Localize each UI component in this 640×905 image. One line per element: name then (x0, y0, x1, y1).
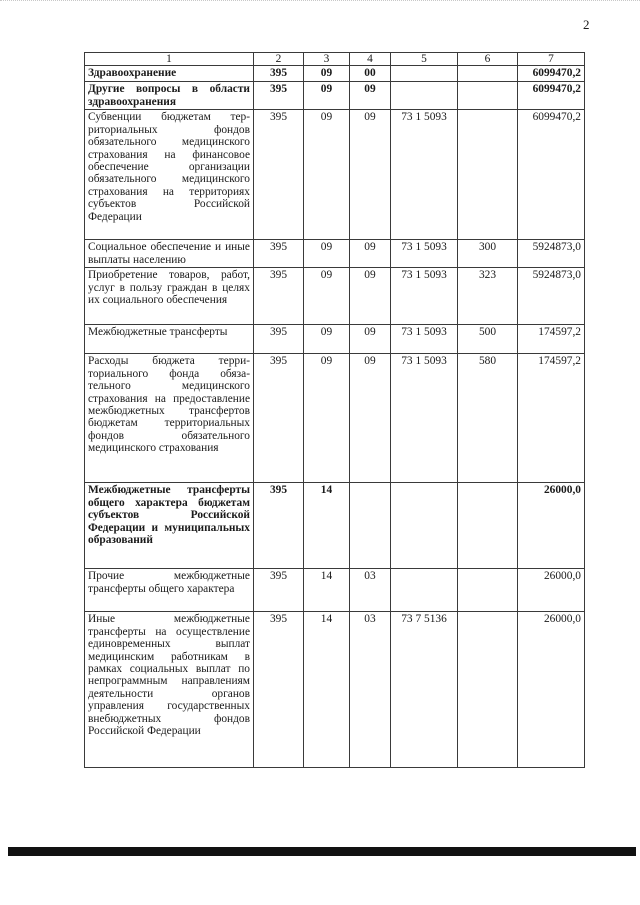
row-name: Межбюджетные трансферты общего характера бюджетам субъектов Российской Федерации и муниципальных образований (85, 483, 254, 569)
cell-section: 09 (304, 268, 350, 325)
cell-subsection: 03 (350, 612, 391, 768)
cell-target-article: 73 1 5093 (391, 354, 458, 483)
cell-expense-type (458, 110, 518, 240)
row-name: Прочие межбюджетные трансферты общего характера (85, 569, 254, 612)
cell-expense-type: 500 (458, 325, 518, 354)
cell-expense-type (458, 569, 518, 612)
cell-expense-type (458, 82, 518, 110)
cell-section: 14 (304, 569, 350, 612)
row-name: Здравоохранение (85, 66, 254, 82)
cell-admin-code: 395 (254, 325, 304, 354)
cell-expense-type (458, 612, 518, 768)
table-row (85, 110, 585, 240)
cell-section: 09 (304, 66, 350, 82)
cell-subsection: 00 (350, 66, 391, 82)
cell-expense-type (458, 66, 518, 82)
cell-admin-code: 395 (254, 569, 304, 612)
cell-section: 09 (304, 82, 350, 110)
cell-section: 14 (304, 483, 350, 569)
row-name: Социальное обеспечение и иные выплаты населению (85, 240, 254, 268)
row-name: Иные межбюджетные трансферты на осуществление единовременных выплат медицинским работникам в рамках социальных выплат по непрограммным направлениям деятельности органов управления государственных внебюджетных фондов Российской Федерации (85, 612, 254, 768)
row-name: Субвенции бюджетам территориальных фондов обязательного медицинского страхования на финансовое обеспечение организации обязательного медицинского страхования на территориях субъектов Российской Федерации (85, 110, 254, 240)
column-header: 7 (518, 53, 585, 66)
column-header: 3 (304, 53, 350, 66)
cell-target-article (391, 569, 458, 612)
cell-expense-type: 323 (458, 268, 518, 325)
cell-admin-code: 395 (254, 612, 304, 768)
column-header: 6 (458, 53, 518, 66)
table-row (85, 325, 585, 354)
cell-target-article: 73 1 5093 (391, 110, 458, 240)
scan-bottom-bar (8, 847, 636, 856)
table-header-row (85, 53, 585, 66)
cell-section: 09 (304, 325, 350, 354)
page-number: 2 (583, 17, 590, 32)
cell-subsection: 09 (350, 240, 391, 268)
table-row (85, 82, 585, 110)
row-name: Приобретение товаров, работ, услуг в пользу граждан в целях их социального обеспечения (85, 268, 254, 325)
table-row (85, 483, 585, 569)
cell-section: 14 (304, 612, 350, 768)
table-row (85, 354, 585, 483)
cell-target-article: 73 7 5136 (391, 612, 458, 768)
table-row (85, 66, 585, 82)
cell-amount: 26000,0 (518, 612, 585, 768)
cell-amount: 174597,2 (518, 354, 585, 483)
cell-target-article (391, 82, 458, 110)
cell-subsection: 03 (350, 569, 391, 612)
scan-edge-artifact (0, 0, 640, 5)
cell-admin-code: 395 (254, 268, 304, 325)
cell-subsection: 09 (350, 268, 391, 325)
cell-admin-code: 395 (254, 483, 304, 569)
table-row (85, 612, 585, 768)
cell-section: 09 (304, 110, 350, 240)
cell-amount: 5924873,0 (518, 240, 585, 268)
cell-amount: 26000,0 (518, 569, 585, 612)
cell-amount: 6099470,2 (518, 82, 585, 110)
cell-section: 09 (304, 240, 350, 268)
cell-subsection (350, 483, 391, 569)
cell-admin-code: 395 (254, 240, 304, 268)
column-header: 5 (391, 53, 458, 66)
cell-target-article: 73 1 5093 (391, 240, 458, 268)
cell-section: 09 (304, 354, 350, 483)
cell-admin-code: 395 (254, 354, 304, 483)
cell-subsection: 09 (350, 325, 391, 354)
cell-expense-type: 580 (458, 354, 518, 483)
budget-table (84, 52, 585, 768)
cell-amount: 26000,0 (518, 483, 585, 569)
cell-admin-code: 395 (254, 82, 304, 110)
column-header: 1 (85, 53, 254, 66)
row-name: Межбюджетные трансферты (85, 325, 254, 354)
row-name: Расходы бюджета территориального фонда обязательного медицинского страхования на предоставление межбюджетных трансфертов бюджетам территориальных фондов обязательного медицинского страхования (85, 354, 254, 483)
cell-target-article: 73 1 5093 (391, 325, 458, 354)
cell-subsection: 09 (350, 82, 391, 110)
row-name: Другие вопросы в области здравоохранения (85, 82, 254, 110)
cell-amount: 174597,2 (518, 325, 585, 354)
cell-amount: 6099470,2 (518, 66, 585, 82)
cell-target-article: 73 1 5093 (391, 268, 458, 325)
cell-subsection: 09 (350, 354, 391, 483)
cell-target-article (391, 483, 458, 569)
cell-expense-type (458, 483, 518, 569)
cell-expense-type: 300 (458, 240, 518, 268)
cell-admin-code: 395 (254, 110, 304, 240)
cell-amount: 5924873,0 (518, 268, 585, 325)
cell-admin-code: 395 (254, 66, 304, 82)
cell-subsection: 09 (350, 110, 391, 240)
cell-target-article (391, 66, 458, 82)
table-row (85, 240, 585, 268)
table-row (85, 569, 585, 612)
cell-amount: 6099470,2 (518, 110, 585, 240)
column-header: 2 (254, 53, 304, 66)
table-row (85, 268, 585, 325)
column-header: 4 (350, 53, 391, 66)
